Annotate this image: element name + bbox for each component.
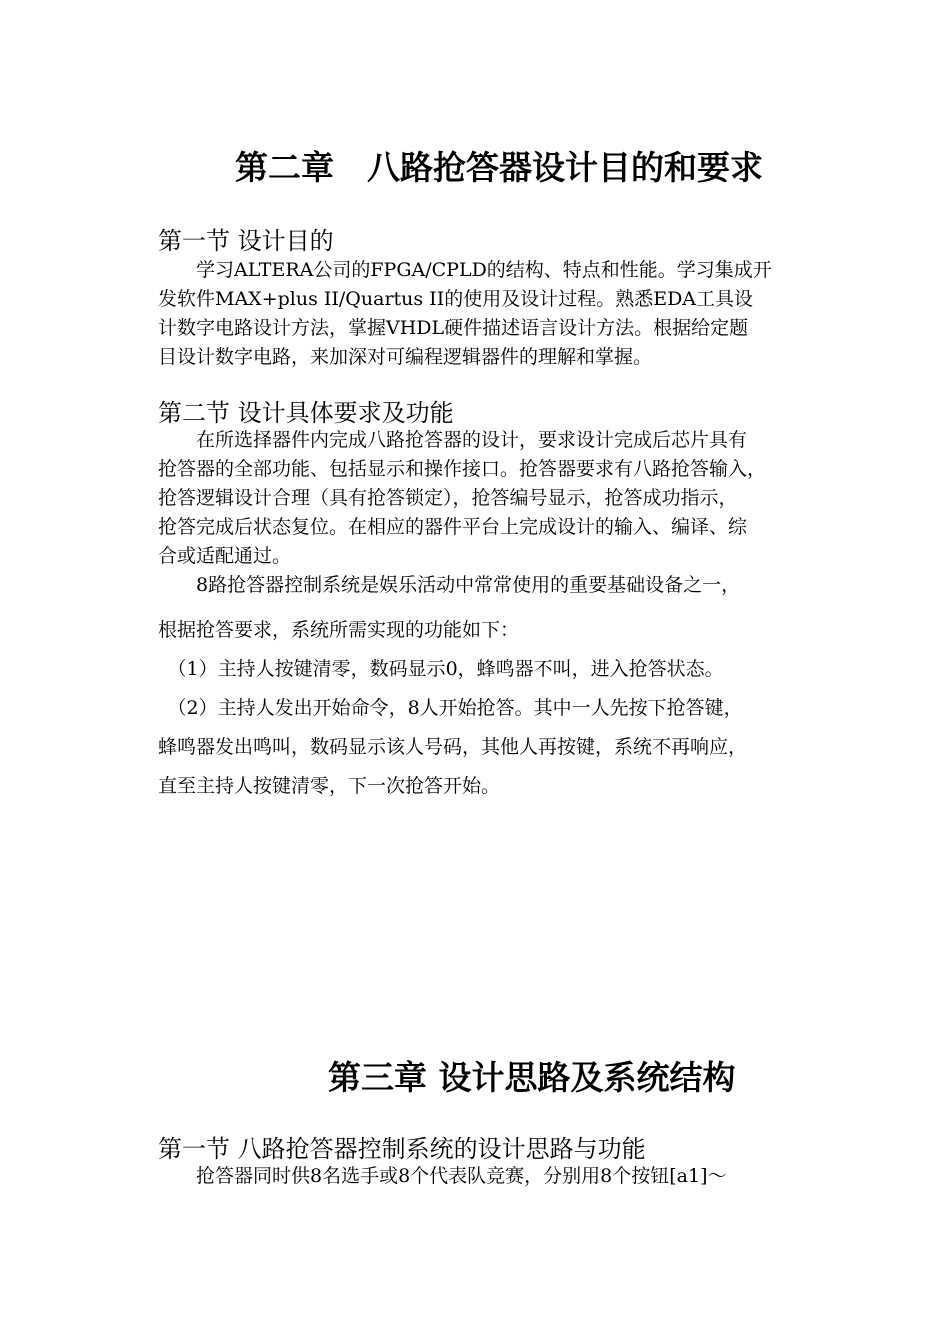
section-2-1-heading: 第一节 设计目的 bbox=[158, 227, 334, 255]
paragraph-line: 抢答器同时供8名选手或8个代表队竞赛，分别用8个按钮[a1]～ bbox=[158, 1165, 727, 1187]
chapter-2-title: 第二章 八路抢答器设计目的和要求 bbox=[235, 148, 763, 187]
paragraph-line: 合或适配通过。 bbox=[158, 545, 292, 567]
section-2-2-heading: 第二节 设计具体要求及功能 bbox=[158, 399, 454, 427]
paragraph-line: 计数字电路设计方法，掌握VHDL硬件描述语言设计方法。根据给定题 bbox=[158, 317, 749, 339]
paragraph-line: 抢答逻辑设计合理（具有抢答锁定），抢答编号显示，抢答成功指示， bbox=[158, 487, 738, 509]
list-item: （1）主持人按键清零，数码显示0，蜂鸣器不叫，进入抢答状态。 bbox=[158, 658, 724, 680]
section-3-1-heading: 第一节 八路抢答器控制系统的设计思路与功能 bbox=[158, 1135, 646, 1163]
paragraph-line: 8路抢答器控制系统是娱乐活动中常常使用的重要基础设备之一， bbox=[158, 574, 741, 596]
chapter-3-title: 第三章 设计思路及系统结构 bbox=[328, 1058, 736, 1097]
paragraph-line: 发软件MAX+plus II/Quartus II的使用及设计过程。熟悉EDA工具设 bbox=[158, 288, 754, 310]
paragraph-line: 在所选择器件内完成八路抢答器的设计，要求设计完成后芯片具有 bbox=[158, 429, 748, 451]
paragraph-line: 学习ALTERA公司的FPGA/CPLD的结构、特点和性能。学习集成开 bbox=[158, 259, 772, 281]
paragraph-line: 抢答完成后状态复位。在相应的器件平台上完成设计的输入、编译、综 bbox=[158, 516, 748, 538]
list-item: （2）主持人发出开始命令，8人开始抢答。其中一人先按下抢答键， bbox=[158, 697, 743, 719]
paragraph-line: 直至主持人按键清零，下一次抢答开始。 bbox=[158, 775, 501, 797]
paragraph-line: 蜂鸣器发出鸣叫，数码显示该人号码，其他人再按键，系统不再响应， bbox=[158, 736, 748, 758]
paragraph-line: 抢答器的全部功能、包括显示和操作接口。抢答器要求有八路抢答输入， bbox=[158, 458, 767, 480]
paragraph-line: 目设计数字电路，来加深对可编程逻辑器件的理解和掌握。 bbox=[158, 346, 653, 368]
paragraph-line: 根据抢答要求，系统所需实现的功能如下： bbox=[158, 619, 520, 641]
